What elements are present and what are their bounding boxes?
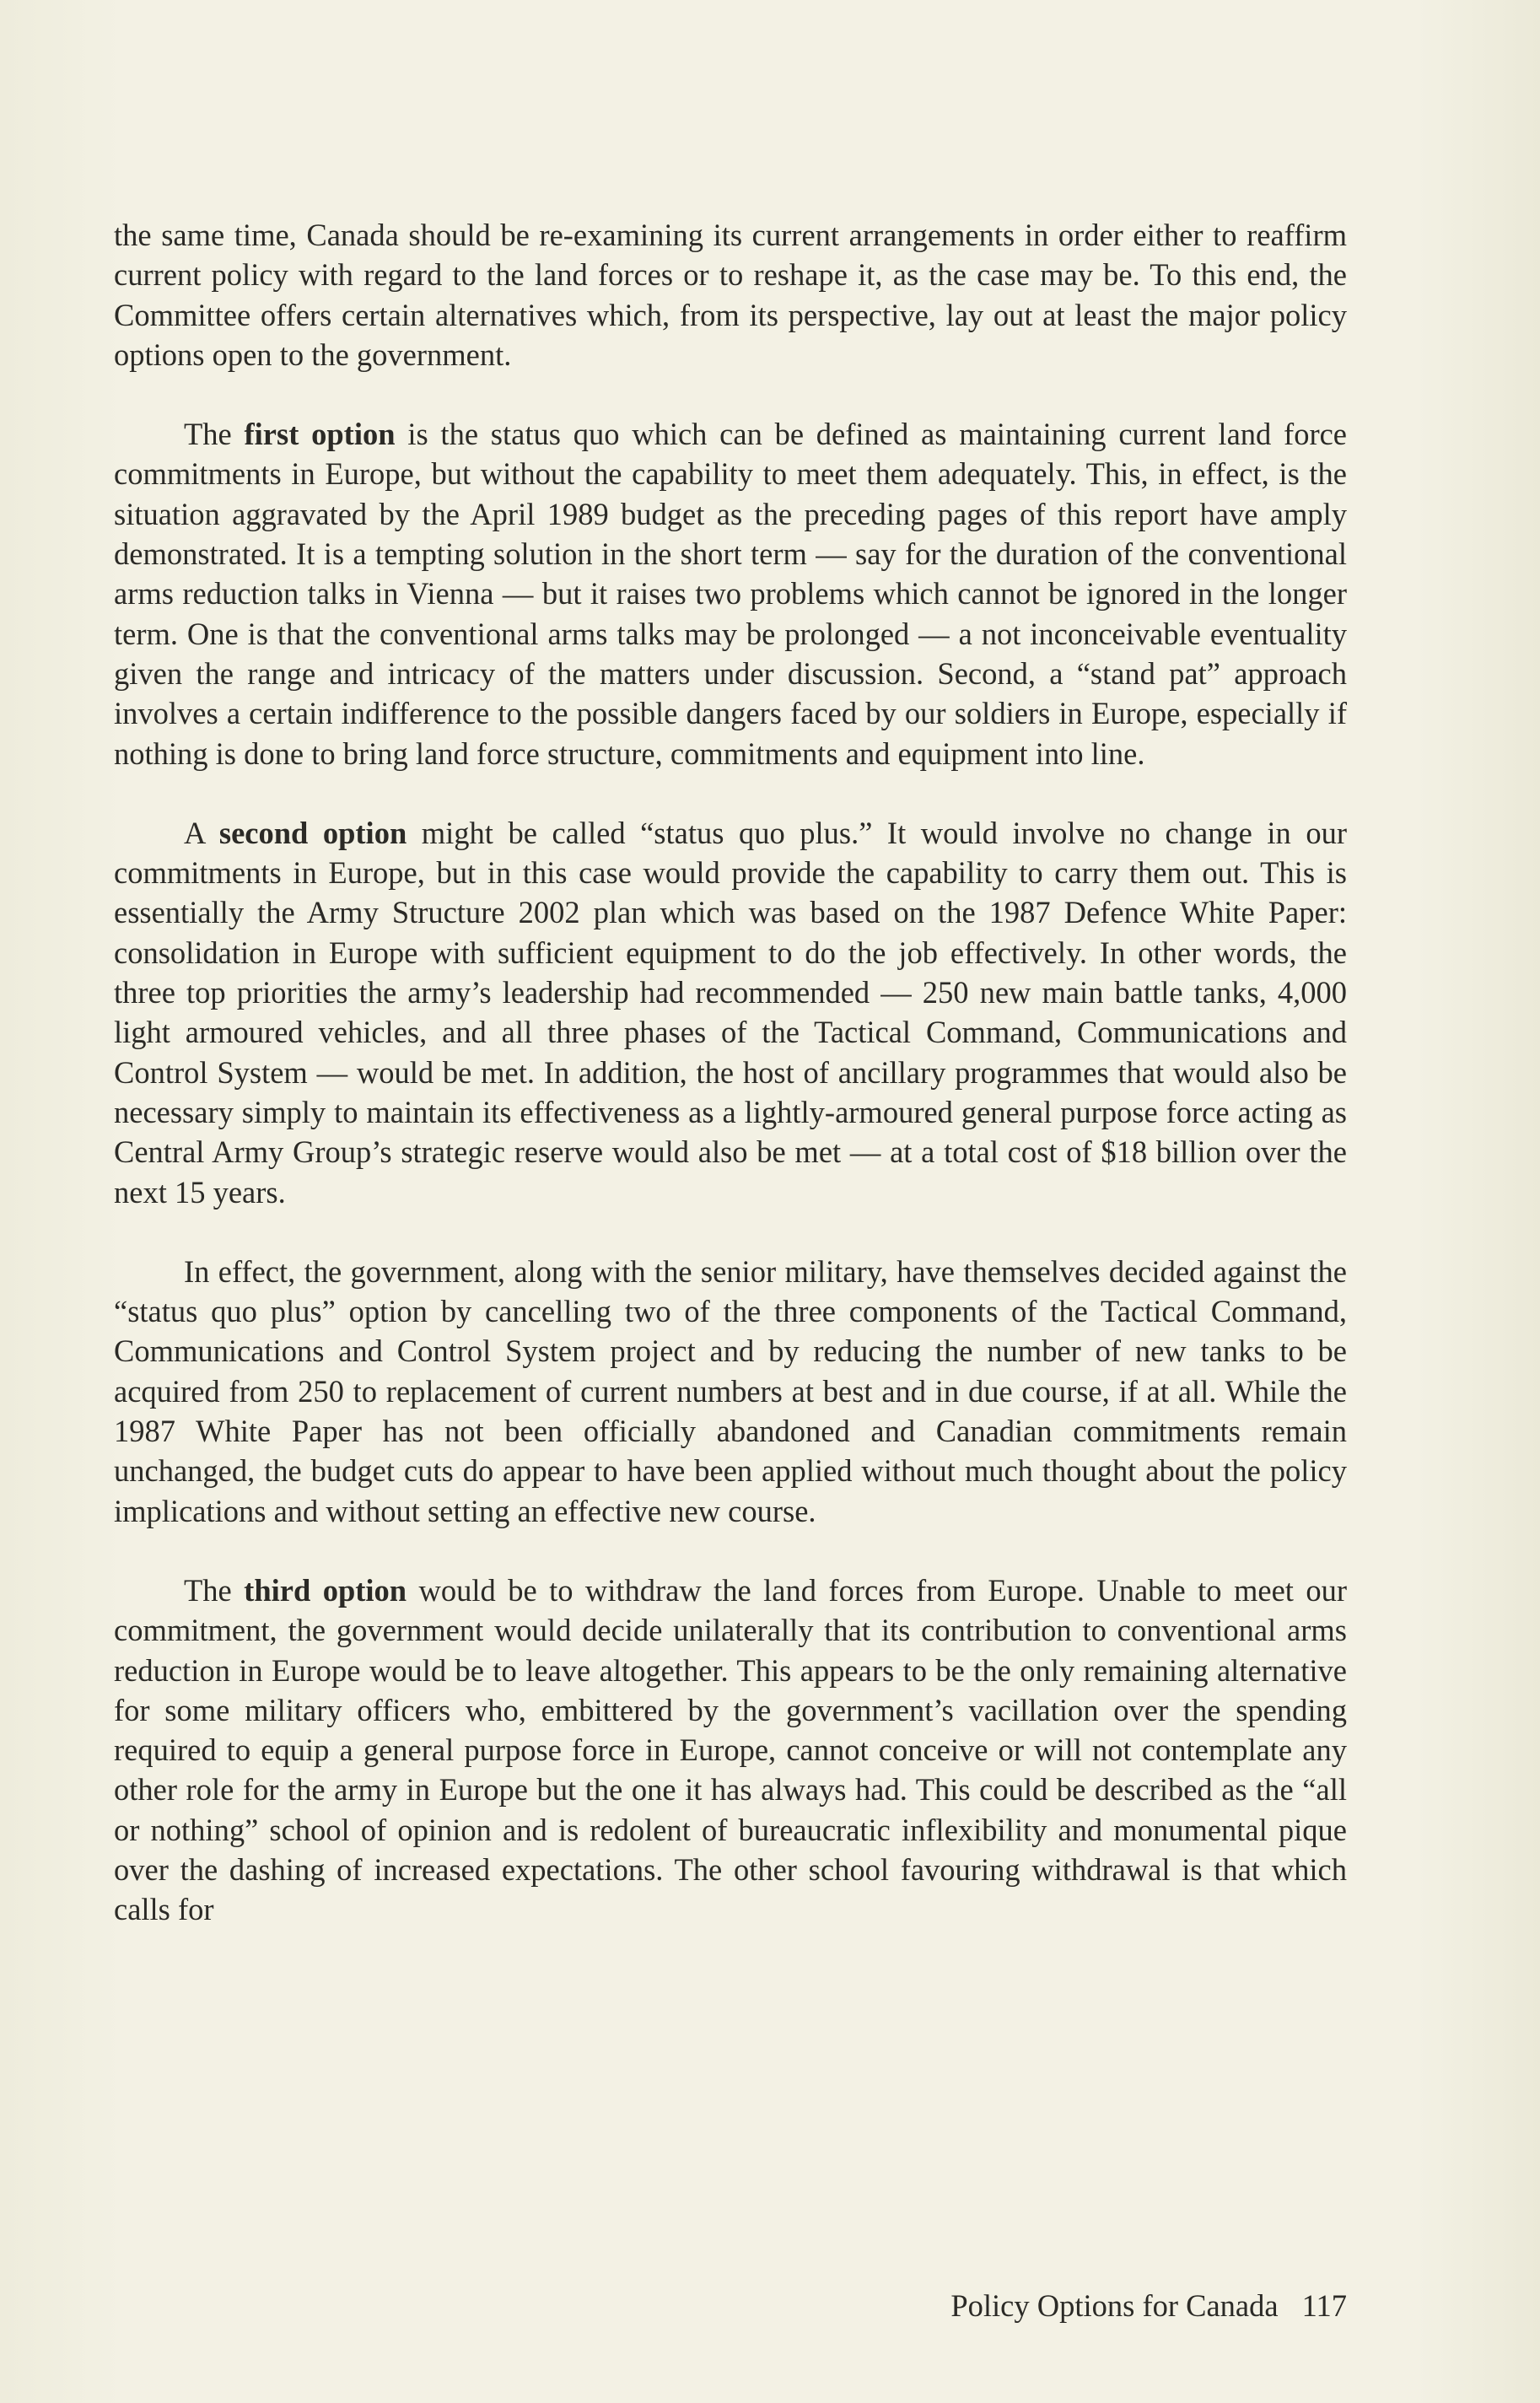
- bold-term: third option: [244, 1572, 407, 1608]
- page-footer: [0, 2287, 1347, 2324]
- paragraph-first-option: [114, 414, 1347, 773]
- paragraph-in-effect: [114, 1252, 1347, 1531]
- paragraph-third-option: [114, 1571, 1347, 1930]
- paragraph-text: the same time, Canada should be re-examining its current arrangements in order either to reaffirm current policy with regard to the land forces or to reshape it, as the case may be. To this end, the Committee offers certain alternatives which, from its perspective, lay out at least the major policy options open to the government.: [114, 218, 1347, 372]
- page-number: 117: [1301, 2288, 1347, 2323]
- paragraph-text: might be called “status quo plus.” It would involve no change in our commitments in Europe, but in this case would provide the capability to carry them out. This is essentially the Army Structure 2002 plan which was based on the 1987 Defence White Paper: consolidation in Europe with sufficient equipment to do the job effectively. In other words, the three top priorities the army’s leadership had recommended — 250 new main battle tanks, 4,000 light armoured vehicles, and all three phases of the Tactical Command, Communications and Control System — would be met. In addition, the host of ancillary programmes that would also be necessary simply to maintain its effectiveness as a lightly-armoured general purpose force acting as Central Army Group’s strategic reserve would also be met — at a total cost of $18 billion over the next 15 years.: [114, 815, 1347, 1210]
- running-title: Policy Options for Canada: [950, 2288, 1279, 2323]
- paragraph-text: In effect, the government, along with the senior military, have themselves decided against the “status quo plus” option by cancelling two of the three components of the Tactical Command, Communications and Control System project and by reducing the number of new tanks to be acquired from 250 to replacement of current numbers at best and in due course, if at all. While the 1987 White Paper has not been officially abandoned and Canadian commitments remain unchanged, the budget cuts do appear to have been applied without much thought about the policy implications and without setting an effective new course.: [114, 1253, 1347, 1528]
- paragraph-lead: The: [184, 417, 245, 452]
- bold-term: first option: [244, 417, 396, 452]
- paragraph-lead: The: [184, 1572, 245, 1608]
- paragraph-continuation: [114, 215, 1347, 374]
- paragraph-text: would be to withdraw the land forces from Europe. Unable to meet our commitment, the government would decide unilaterally that its contribution to conventional arms reduction in Europe would be to leave altogether. This appears to be the only remaining alternative for some military officers who, embittered by the government’s vacillation over the spending required to equip a general purpose force in Europe, cannot conceive or will not contemplate any other role for the army in Europe but the one it has always had. This could be described as the “all or nothing” school of opinion and is redolent of bureaucratic inflexibility and monumental pique over the dashing of increased expectations. The other school favouring withdrawal is that which calls for: [114, 1572, 1347, 1927]
- body-text: [114, 215, 1347, 1969]
- paragraph-second-option: [114, 813, 1347, 1212]
- bold-term: second option: [218, 815, 407, 850]
- paragraph-lead: A: [184, 815, 219, 850]
- paragraph-text: is the status quo which can be defined as maintaining current land force commitments in Europe, but without the capability to meet them adequately. This, in effect, is the situation aggravated by the April 1989 budget as the preceding pages of this report have amply demonstrated. It is a tempting solution in the short term — say for the duration of the conventional arms reduction talks in Vienna — but it raises two problems which cannot be ignored in the longer term. One is that the conventional arms talks may be prolonged — a not inconceivable eventuality given the range and intricacy of the matters under discussion. Second, a “stand pat” approach involves a certain indifference to the possible dangers faced by our soldiers in Europe, especially if nothing is done to bring land force structure, commitments and equipment into line.: [114, 417, 1348, 771]
